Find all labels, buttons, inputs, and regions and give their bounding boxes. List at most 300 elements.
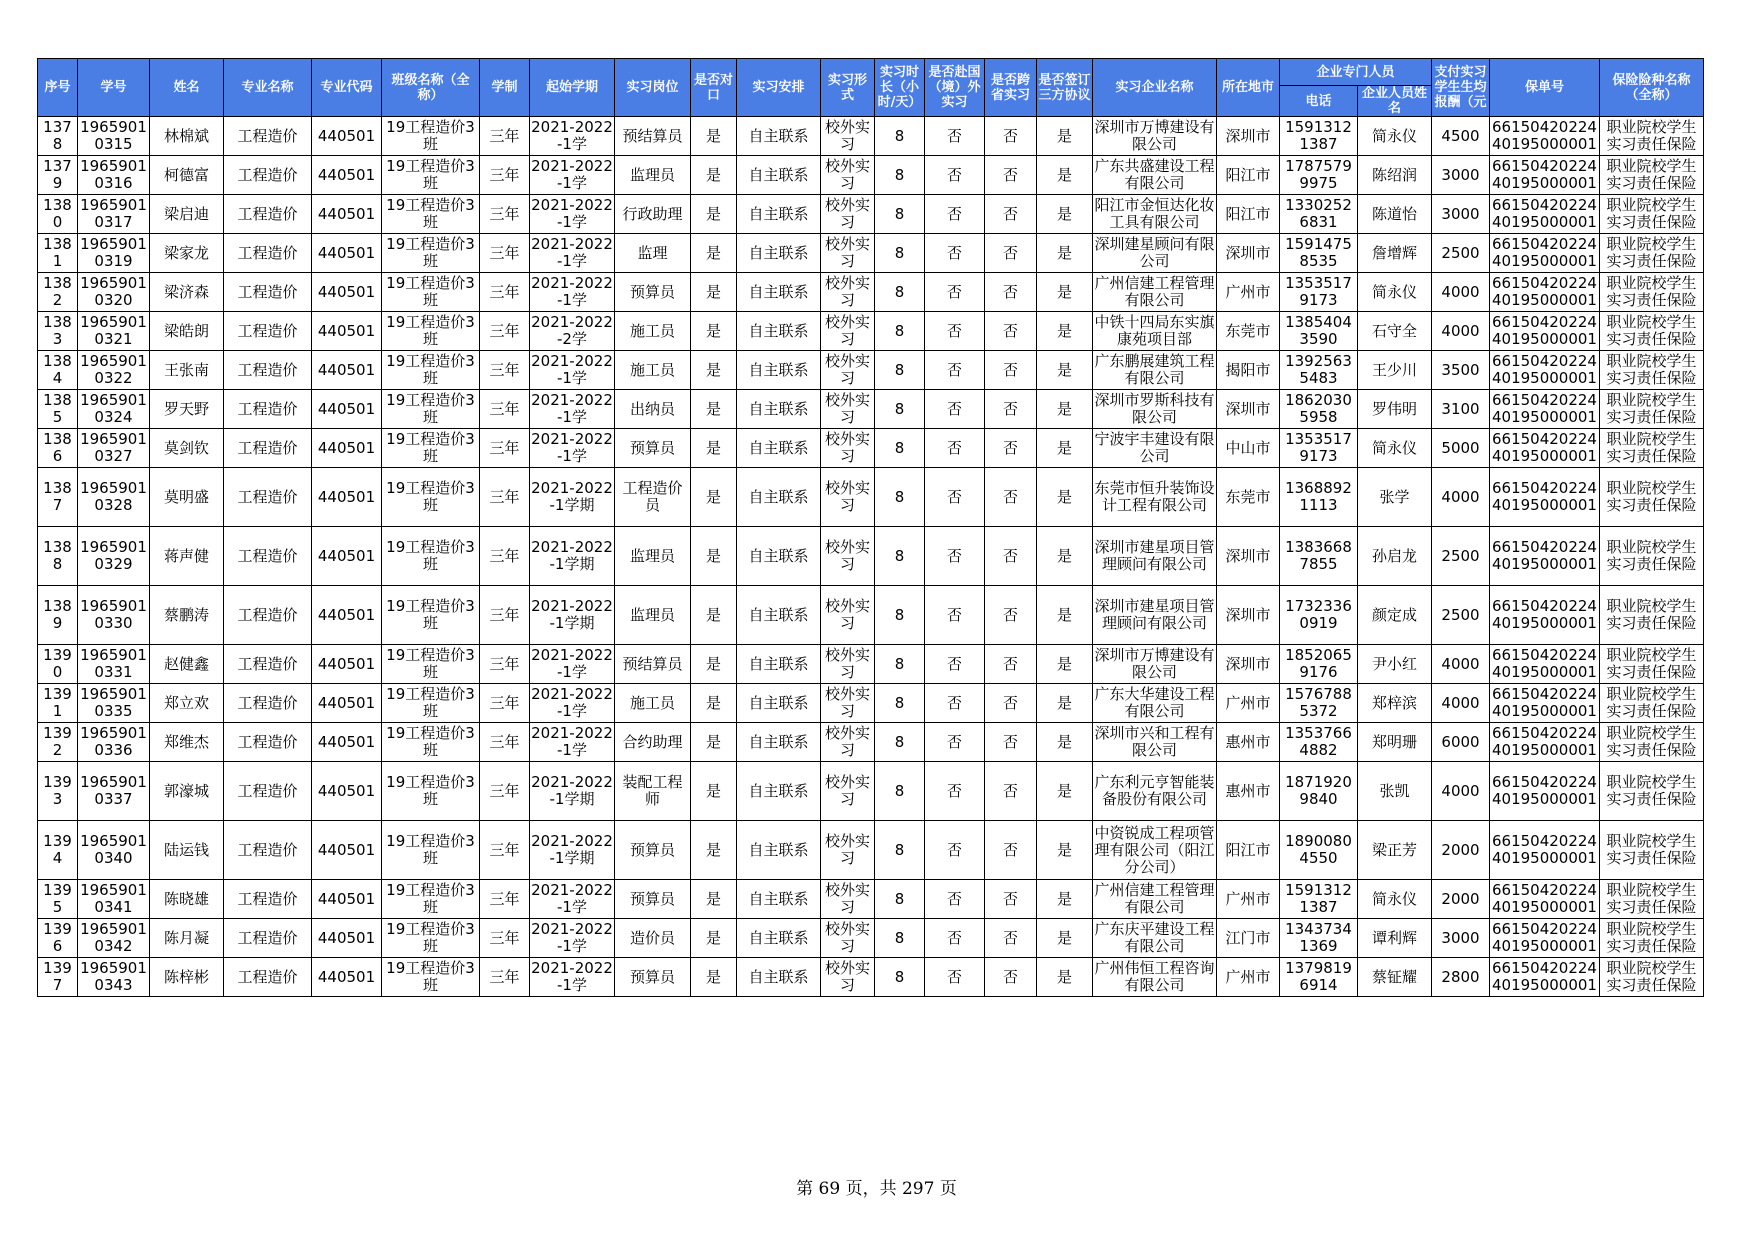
cell-position: 预算员 [615, 958, 691, 997]
cell-matched: 是 [691, 586, 737, 645]
cell-name: 罗天野 [150, 390, 224, 429]
cell-form: 校外实习 [821, 273, 875, 312]
table-row [38, 723, 1704, 762]
cell-seq: 1391 [38, 684, 78, 723]
cell-form: 校外实习 [821, 723, 875, 762]
cell-pay: 3000 [1432, 156, 1490, 195]
cell-company: 阳江市金恒达化妆工具有限公司 [1093, 195, 1217, 234]
cell-contact-name: 简永仪 [1358, 117, 1432, 156]
cell-company: 深圳建星顾问有限公司 [1093, 234, 1217, 273]
cell-seq: 1381 [38, 234, 78, 273]
col-header-contact-name: 企业人员姓名 [1358, 86, 1432, 117]
cell-major-code: 440501 [312, 468, 382, 527]
cell-major: 工程造价 [224, 117, 312, 156]
cell-class: 19工程造价3班 [382, 156, 480, 195]
table-header [38, 59, 1704, 117]
cell-cross-province: 否 [985, 429, 1037, 468]
cell-matched: 是 [691, 195, 737, 234]
cell-name: 蔡鹏涛 [150, 586, 224, 645]
cell-start-term: 2021-2022-1学 [530, 958, 615, 997]
cell-company: 广州伟恒工程咨询有限公司 [1093, 958, 1217, 997]
cell-hours: 8 [875, 919, 925, 958]
cell-duration: 三年 [480, 351, 530, 390]
cell-cross-province: 否 [985, 312, 1037, 351]
cell-tripartite: 是 [1037, 958, 1093, 997]
cell-company: 宁波宇丰建设有限公司 [1093, 429, 1217, 468]
cell-student-id: 19659010343 [78, 958, 150, 997]
cell-abroad: 否 [925, 468, 985, 527]
cell-class: 19工程造价3班 [382, 645, 480, 684]
cell-duration: 三年 [480, 880, 530, 919]
cell-tripartite: 是 [1037, 195, 1093, 234]
table-row [38, 273, 1704, 312]
cell-arrangement: 自主联系 [737, 468, 821, 527]
cell-contact-phone: 18900804550 [1280, 821, 1358, 880]
cell-form: 校外实习 [821, 117, 875, 156]
cell-form: 校外实习 [821, 429, 875, 468]
cell-arrangement: 自主联系 [737, 351, 821, 390]
cell-form: 校外实习 [821, 919, 875, 958]
cell-contact-phone: 13925635483 [1280, 351, 1358, 390]
table-row [38, 684, 1704, 723]
cell-policy-no: 6615042022440195000001 [1490, 429, 1600, 468]
cell-major: 工程造价 [224, 390, 312, 429]
cell-position: 监理 [615, 234, 691, 273]
cell-start-term: 2021-2022-1学期 [530, 762, 615, 821]
cell-matched: 是 [691, 762, 737, 821]
cell-city: 深圳市 [1217, 117, 1280, 156]
col-header-form: 实习形式 [821, 59, 875, 117]
col-header-student-id: 学号 [78, 59, 150, 117]
cell-company: 广东鹏展建筑工程有限公司 [1093, 351, 1217, 390]
cell-major: 工程造价 [224, 958, 312, 997]
cell-major-code: 440501 [312, 390, 382, 429]
cell-city: 广州市 [1217, 273, 1280, 312]
cell-student-id: 19659010337 [78, 762, 150, 821]
cell-position: 预算员 [615, 880, 691, 919]
col-header-policy-no: 保单号 [1490, 59, 1600, 117]
cell-hours: 8 [875, 645, 925, 684]
cell-cross-province: 否 [985, 684, 1037, 723]
cell-insurance: 职业院校学生实习责任保险 [1600, 234, 1704, 273]
cell-pay: 2000 [1432, 821, 1490, 880]
cell-arrangement: 自主联系 [737, 586, 821, 645]
cell-abroad: 否 [925, 723, 985, 762]
cell-major: 工程造价 [224, 312, 312, 351]
cell-position: 监理员 [615, 527, 691, 586]
table-row [38, 919, 1704, 958]
col-header-seq: 序号 [38, 59, 78, 117]
cell-cross-province: 否 [985, 273, 1037, 312]
cell-company: 深圳市万博建设有限公司 [1093, 117, 1217, 156]
cell-contact-phone: 15913121387 [1280, 880, 1358, 919]
cell-contact-name: 简永仪 [1358, 880, 1432, 919]
cell-form: 校外实习 [821, 586, 875, 645]
cell-major-code: 440501 [312, 351, 382, 390]
col-header-insurance: 保险险种名称（全称） [1600, 59, 1704, 117]
table-row [38, 880, 1704, 919]
cell-name: 陈月凝 [150, 919, 224, 958]
cell-start-term: 2021-2022-2学 [530, 312, 615, 351]
cell-seq: 1382 [38, 273, 78, 312]
cell-policy-no: 6615042022440195000001 [1490, 312, 1600, 351]
cell-form: 校外实习 [821, 195, 875, 234]
cell-student-id: 19659010336 [78, 723, 150, 762]
table-row [38, 351, 1704, 390]
cell-insurance: 职业院校学生实习责任保险 [1600, 586, 1704, 645]
cell-start-term: 2021-2022-1学期 [530, 586, 615, 645]
cell-seq: 1389 [38, 586, 78, 645]
cell-student-id: 19659010341 [78, 880, 150, 919]
cell-matched: 是 [691, 468, 737, 527]
cell-cross-province: 否 [985, 821, 1037, 880]
cell-class: 19工程造价3班 [382, 273, 480, 312]
cell-hours: 8 [875, 527, 925, 586]
cell-company: 深圳市罗斯科技有限公司 [1093, 390, 1217, 429]
cell-city: 阳江市 [1217, 195, 1280, 234]
cell-major: 工程造价 [224, 468, 312, 527]
cell-tripartite: 是 [1037, 429, 1093, 468]
cell-hours: 8 [875, 273, 925, 312]
cell-major-code: 440501 [312, 117, 382, 156]
cell-student-id: 19659010342 [78, 919, 150, 958]
cell-major-code: 440501 [312, 762, 382, 821]
cell-position: 监理员 [615, 586, 691, 645]
cell-major-code: 440501 [312, 527, 382, 586]
cell-major: 工程造价 [224, 195, 312, 234]
cell-class: 19工程造价3班 [382, 684, 480, 723]
cell-contact-phone: 15913121387 [1280, 117, 1358, 156]
cell-major-code: 440501 [312, 273, 382, 312]
col-header-class: 班级名称（全称） [382, 59, 480, 117]
cell-matched: 是 [691, 312, 737, 351]
cell-position: 预算员 [615, 821, 691, 880]
cell-contact-name: 张凯 [1358, 762, 1432, 821]
cell-seq: 1384 [38, 351, 78, 390]
cell-major-code: 440501 [312, 958, 382, 997]
cell-major-code: 440501 [312, 919, 382, 958]
cell-insurance: 职业院校学生实习责任保险 [1600, 390, 1704, 429]
cell-seq: 1393 [38, 762, 78, 821]
cell-matched: 是 [691, 117, 737, 156]
cell-class: 19工程造价3班 [382, 351, 480, 390]
cell-seq: 1385 [38, 390, 78, 429]
cell-class: 19工程造价3班 [382, 312, 480, 351]
cell-abroad: 否 [925, 684, 985, 723]
cell-major: 工程造价 [224, 880, 312, 919]
cell-hours: 8 [875, 156, 925, 195]
cell-name: 林棉斌 [150, 117, 224, 156]
cell-position: 出纳员 [615, 390, 691, 429]
cell-abroad: 否 [925, 586, 985, 645]
cell-pay: 3100 [1432, 390, 1490, 429]
cell-position: 装配工程师 [615, 762, 691, 821]
col-header-name: 姓名 [150, 59, 224, 117]
cell-contact-name: 孙启龙 [1358, 527, 1432, 586]
cell-hours: 8 [875, 684, 925, 723]
cell-arrangement: 自主联系 [737, 958, 821, 997]
cell-position: 施工员 [615, 684, 691, 723]
cell-class: 19工程造价3班 [382, 527, 480, 586]
cell-tripartite: 是 [1037, 821, 1093, 880]
cell-contact-name: 陈道怡 [1358, 195, 1432, 234]
cell-cross-province: 否 [985, 234, 1037, 273]
col-header-tripartite: 是否签订三方协议 [1037, 59, 1093, 117]
cell-name: 陈晓雄 [150, 880, 224, 919]
cell-class: 19工程造价3班 [382, 586, 480, 645]
cell-contact-phone: 13535179173 [1280, 429, 1358, 468]
cell-insurance: 职业院校学生实习责任保险 [1600, 762, 1704, 821]
cell-tripartite: 是 [1037, 723, 1093, 762]
cell-name: 郑维杰 [150, 723, 224, 762]
cell-insurance: 职业院校学生实习责任保险 [1600, 351, 1704, 390]
cell-pay: 4000 [1432, 762, 1490, 821]
cell-duration: 三年 [480, 958, 530, 997]
table-row [38, 468, 1704, 527]
cell-hours: 8 [875, 468, 925, 527]
cell-insurance: 职业院校学生实习责任保险 [1600, 195, 1704, 234]
cell-name: 莫剑钦 [150, 429, 224, 468]
cell-city: 江门市 [1217, 919, 1280, 958]
cell-pay: 4000 [1432, 312, 1490, 351]
cell-position: 施工员 [615, 312, 691, 351]
cell-policy-no: 6615042022440195000001 [1490, 527, 1600, 586]
cell-start-term: 2021-2022-1学 [530, 390, 615, 429]
cell-hours: 8 [875, 880, 925, 919]
cell-name: 赵健鑫 [150, 645, 224, 684]
cell-policy-no: 6615042022440195000001 [1490, 919, 1600, 958]
cell-policy-no: 6615042022440195000001 [1490, 273, 1600, 312]
cell-duration: 三年 [480, 762, 530, 821]
cell-tripartite: 是 [1037, 156, 1093, 195]
cell-name: 梁济森 [150, 273, 224, 312]
cell-major-code: 440501 [312, 645, 382, 684]
cell-seq: 1395 [38, 880, 78, 919]
cell-contact-name: 王少川 [1358, 351, 1432, 390]
cell-city: 惠州市 [1217, 723, 1280, 762]
cell-name: 郑立欢 [150, 684, 224, 723]
col-header-pay: 支付实习学生生均报酬（元 [1432, 59, 1490, 117]
cell-policy-no: 6615042022440195000001 [1490, 645, 1600, 684]
cell-arrangement: 自主联系 [737, 919, 821, 958]
cell-matched: 是 [691, 273, 737, 312]
cell-policy-no: 6615042022440195000001 [1490, 468, 1600, 527]
cell-contact-phone: 18719209840 [1280, 762, 1358, 821]
cell-insurance: 职业院校学生实习责任保险 [1600, 273, 1704, 312]
cell-contact-name: 尹小红 [1358, 645, 1432, 684]
cell-major: 工程造价 [224, 821, 312, 880]
cell-start-term: 2021-2022-1学 [530, 429, 615, 468]
cell-duration: 三年 [480, 586, 530, 645]
cell-cross-province: 否 [985, 390, 1037, 429]
cell-class: 19工程造价3班 [382, 762, 480, 821]
cell-student-id: 19659010321 [78, 312, 150, 351]
cell-insurance: 职业院校学生实习责任保险 [1600, 429, 1704, 468]
cell-cross-province: 否 [985, 117, 1037, 156]
cell-form: 校外实习 [821, 468, 875, 527]
cell-duration: 三年 [480, 390, 530, 429]
cell-tripartite: 是 [1037, 880, 1093, 919]
cell-pay: 6000 [1432, 723, 1490, 762]
cell-tripartite: 是 [1037, 117, 1093, 156]
cell-abroad: 否 [925, 919, 985, 958]
cell-contact-phone: 13688921113 [1280, 468, 1358, 527]
cell-position: 预结算员 [615, 117, 691, 156]
cell-seq: 1388 [38, 527, 78, 586]
table-row [38, 390, 1704, 429]
cell-duration: 三年 [480, 919, 530, 958]
cell-abroad: 否 [925, 645, 985, 684]
cell-contact-phone: 17875799975 [1280, 156, 1358, 195]
cell-contact-phone: 18620305958 [1280, 390, 1358, 429]
cell-form: 校外实习 [821, 762, 875, 821]
cell-form: 校外实习 [821, 312, 875, 351]
cell-cross-province: 否 [985, 527, 1037, 586]
cell-arrangement: 自主联系 [737, 821, 821, 880]
cell-form: 校外实习 [821, 880, 875, 919]
cell-class: 19工程造价3班 [382, 234, 480, 273]
cell-abroad: 否 [925, 821, 985, 880]
col-header-company: 实习企业名称 [1093, 59, 1217, 117]
cell-arrangement: 自主联系 [737, 312, 821, 351]
cell-contact-phone: 13537664882 [1280, 723, 1358, 762]
cell-policy-no: 6615042022440195000001 [1490, 234, 1600, 273]
cell-form: 校外实习 [821, 156, 875, 195]
cell-city: 中山市 [1217, 429, 1280, 468]
cell-contact-name: 简永仪 [1358, 429, 1432, 468]
cell-cross-province: 否 [985, 958, 1037, 997]
cell-insurance: 职业院校学生实习责任保险 [1600, 645, 1704, 684]
cell-company: 中资锐成工程项管理有限公司（阳江分公司） [1093, 821, 1217, 880]
cell-name: 陈梓彬 [150, 958, 224, 997]
cell-name: 蒋声健 [150, 527, 224, 586]
cell-start-term: 2021-2022-1学 [530, 723, 615, 762]
table-row [38, 958, 1704, 997]
cell-insurance: 职业院校学生实习责任保险 [1600, 312, 1704, 351]
cell-city: 深圳市 [1217, 390, 1280, 429]
cell-class: 19工程造价3班 [382, 429, 480, 468]
cell-duration: 三年 [480, 273, 530, 312]
table-row [38, 821, 1704, 880]
cell-position: 预结算员 [615, 645, 691, 684]
cell-contact-name: 陈绍润 [1358, 156, 1432, 195]
table-row [38, 762, 1704, 821]
cell-name: 陆运钱 [150, 821, 224, 880]
cell-tripartite: 是 [1037, 273, 1093, 312]
cell-start-term: 2021-2022-1学 [530, 234, 615, 273]
cell-tripartite: 是 [1037, 527, 1093, 586]
cell-company: 广州信建工程管理有限公司 [1093, 273, 1217, 312]
table-row [38, 312, 1704, 351]
cell-student-id: 19659010324 [78, 390, 150, 429]
cell-cross-province: 否 [985, 762, 1037, 821]
cell-cross-province: 否 [985, 645, 1037, 684]
cell-abroad: 否 [925, 762, 985, 821]
cell-tripartite: 是 [1037, 586, 1093, 645]
cell-pay: 3000 [1432, 919, 1490, 958]
cell-matched: 是 [691, 527, 737, 586]
col-header-cross-province: 是否跨省实习 [985, 59, 1037, 117]
cell-city: 东莞市 [1217, 468, 1280, 527]
cell-seq: 1386 [38, 429, 78, 468]
cell-start-term: 2021-2022-1学 [530, 273, 615, 312]
cell-start-term: 2021-2022-1学 [530, 684, 615, 723]
cell-class: 19工程造价3班 [382, 958, 480, 997]
table-row [38, 527, 1704, 586]
cell-contact-phone: 13302526831 [1280, 195, 1358, 234]
cell-arrangement: 自主联系 [737, 273, 821, 312]
cell-student-id: 19659010340 [78, 821, 150, 880]
cell-start-term: 2021-2022-1学 [530, 156, 615, 195]
cell-major: 工程造价 [224, 645, 312, 684]
cell-major: 工程造价 [224, 429, 312, 468]
cell-seq: 1383 [38, 312, 78, 351]
cell-contact-name: 石守全 [1358, 312, 1432, 351]
cell-seq: 1392 [38, 723, 78, 762]
cell-duration: 三年 [480, 645, 530, 684]
cell-cross-province: 否 [985, 468, 1037, 527]
cell-contact-name: 颜定成 [1358, 586, 1432, 645]
cell-major: 工程造价 [224, 527, 312, 586]
cell-city: 广州市 [1217, 684, 1280, 723]
cell-company: 深圳市建星项目管理顾问有限公司 [1093, 527, 1217, 586]
cell-start-term: 2021-2022-1学期 [530, 821, 615, 880]
cell-arrangement: 自主联系 [737, 195, 821, 234]
cell-name: 梁皓朗 [150, 312, 224, 351]
cell-abroad: 否 [925, 880, 985, 919]
cell-policy-no: 6615042022440195000001 [1490, 117, 1600, 156]
cell-hours: 8 [875, 586, 925, 645]
col-header-hours: 实习时长（小时/天） [875, 59, 925, 117]
cell-contact-phone: 18520659176 [1280, 645, 1358, 684]
cell-company: 广东共盛建设工程有限公司 [1093, 156, 1217, 195]
cell-position: 预算员 [615, 429, 691, 468]
cell-major-code: 440501 [312, 195, 382, 234]
cell-hours: 8 [875, 429, 925, 468]
cell-arrangement: 自主联系 [737, 429, 821, 468]
cell-tripartite: 是 [1037, 312, 1093, 351]
col-header-company-staff: 企业专门人员 [1280, 59, 1432, 86]
cell-insurance: 职业院校学生实习责任保险 [1600, 919, 1704, 958]
cell-hours: 8 [875, 312, 925, 351]
cell-company: 东莞市恒升装饰设计工程有限公司 [1093, 468, 1217, 527]
cell-policy-no: 6615042022440195000001 [1490, 958, 1600, 997]
cell-matched: 是 [691, 390, 737, 429]
cell-position: 合约助理 [615, 723, 691, 762]
cell-pay: 2500 [1432, 234, 1490, 273]
cell-major-code: 440501 [312, 312, 382, 351]
cell-student-id: 19659010320 [78, 273, 150, 312]
cell-form: 校外实习 [821, 684, 875, 723]
cell-duration: 三年 [480, 195, 530, 234]
cell-duration: 三年 [480, 821, 530, 880]
cell-city: 阳江市 [1217, 821, 1280, 880]
col-header-city: 所在地市 [1217, 59, 1280, 117]
cell-tripartite: 是 [1037, 234, 1093, 273]
cell-duration: 三年 [480, 117, 530, 156]
cell-city: 深圳市 [1217, 586, 1280, 645]
cell-matched: 是 [691, 156, 737, 195]
cell-cross-province: 否 [985, 195, 1037, 234]
cell-insurance: 职业院校学生实习责任保险 [1600, 156, 1704, 195]
cell-contact-phone: 13437341369 [1280, 919, 1358, 958]
cell-company: 广东利元亨智能装备股份有限公司 [1093, 762, 1217, 821]
cell-insurance: 职业院校学生实习责任保险 [1600, 468, 1704, 527]
cell-student-id: 19659010329 [78, 527, 150, 586]
cell-class: 19工程造价3班 [382, 390, 480, 429]
cell-position: 预算员 [615, 273, 691, 312]
cell-arrangement: 自主联系 [737, 390, 821, 429]
